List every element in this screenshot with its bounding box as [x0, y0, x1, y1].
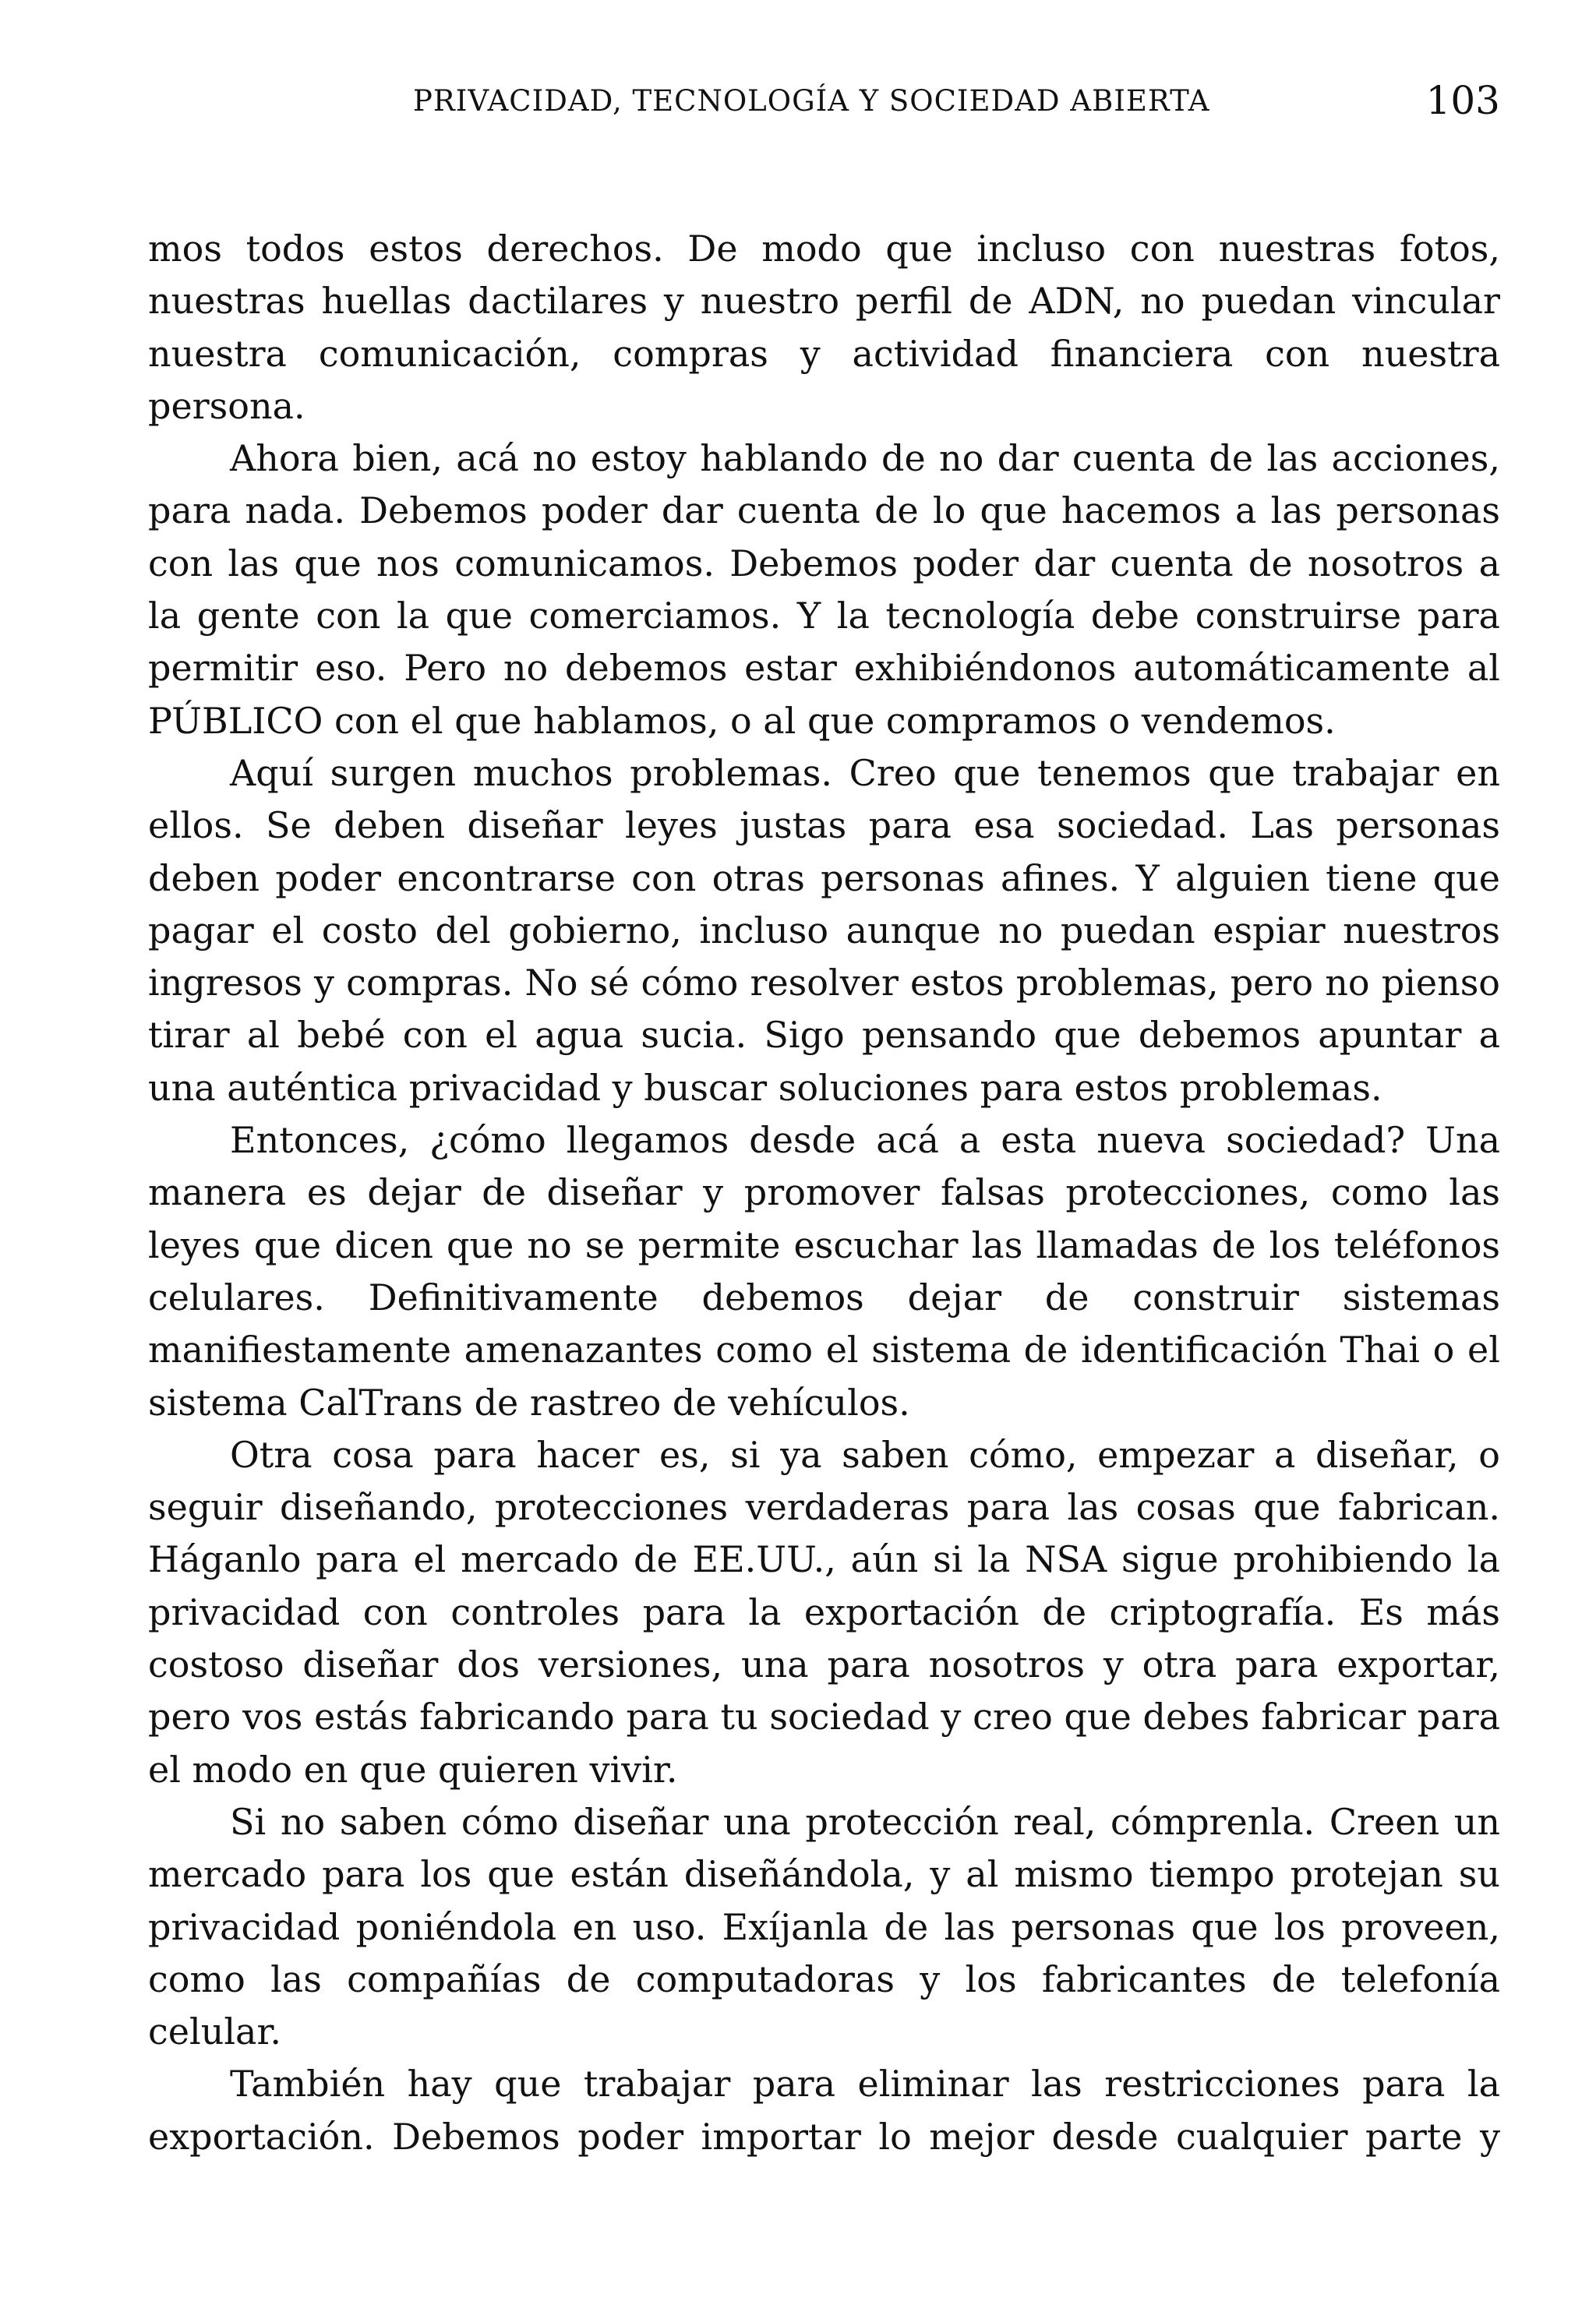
paragraph-5: Otra cosa para hacer es, si ya saben cómo, empezar a diseñar, o seguir diseñando, protecciones verdaderas para las cosas que fabrican. Háganlo para el mercado de EE.UU., aún si la NSA sigue prohibiendo la privacidad con controles para la exportación de criptografía. Es más costoso diseñar dos versiones, una para nosotros y otra para exportar, pero vos estás fabricando para tu sociedad y creo que debes fabricar para el modo en que quieren vivir.: [148, 1433, 1500, 1791]
paragraph-7: También hay que trabajar para eliminar las restricciones para la exportación. Debemos poder importar lo mejor desde cualquier parte y: [148, 2063, 1500, 2158]
page-number: 103: [1425, 78, 1500, 123]
paragraph-3: Aquí surgen muchos problemas. Creo que tenemos que trabajar en ellos. Se deben diseñar leyes justas para esa sociedad. Las personas deben poder encontrarse con otras personas afines. Y alguien tiene que pagar el costo del gobierno, incluso aunque no puedan espiar nuestros ingresos y compras. No sé cómo resolver estos problemas, pero no pienso tirar al bebé con el agua sucia. Sigo pensando que debemos apuntar a una auténtica privacidad y buscar soluciones para estos problemas.: [148, 751, 1500, 1109]
paragraph-6: Si no saben cómo diseñar una protección real, cómprenla. Creen un mercado para los que están diseñándola, y al mismo tiempo protejan su privacidad poniéndola en uso. Exíjanla de las personas que los proveen, como las compañías de computadoras y los fabricantes de telefonía celular.: [148, 1800, 1500, 2053]
page-header: [148, 78, 1500, 140]
running-head: PRIVACIDAD, TECNOLOGÍA Y SOCIEDAD ABIERTA: [413, 84, 1210, 118]
paragraph-2: Ahora bien, acá no estoy hablando de no dar cuenta de las acciones, para nada. Debemos poder dar cuenta de lo que hacemos a las personas con las que nos comunicamos. Debemos poder dar cuenta de nosotros a la gente con la que comerciamos. Y la tecnología debe construirse para permitir eso. Pero no debemos estar exhibiéndonos automáticamente al PÚBLICO con el que hablamos, o al que compramos o vendemos.: [148, 437, 1500, 742]
paragraph-1: mos todos estos derechos. De modo que incluso con nuestras fotos, nuestras huellas dactilares y nuestro perfil de ADN, no puedan vincular nuestra comunicación, compras y actividad financiera con nuestra persona.: [148, 228, 1500, 427]
body-text: [148, 223, 1500, 2163]
paragraph-4: Entonces, ¿cómo llegamos desde acá a esta nueva sociedad? Una manera es dejar de diseñar y promover falsas protecciones, como las leyes que dicen que no se permite escuchar las llamadas de los teléfonos celulares. Definitivamente debemos dejar de construir sistemas manifiestamente amenazantes como el sistema de identificación Thai o el sistema CalTrans de rastreo de vehículos.: [148, 1119, 1500, 1424]
